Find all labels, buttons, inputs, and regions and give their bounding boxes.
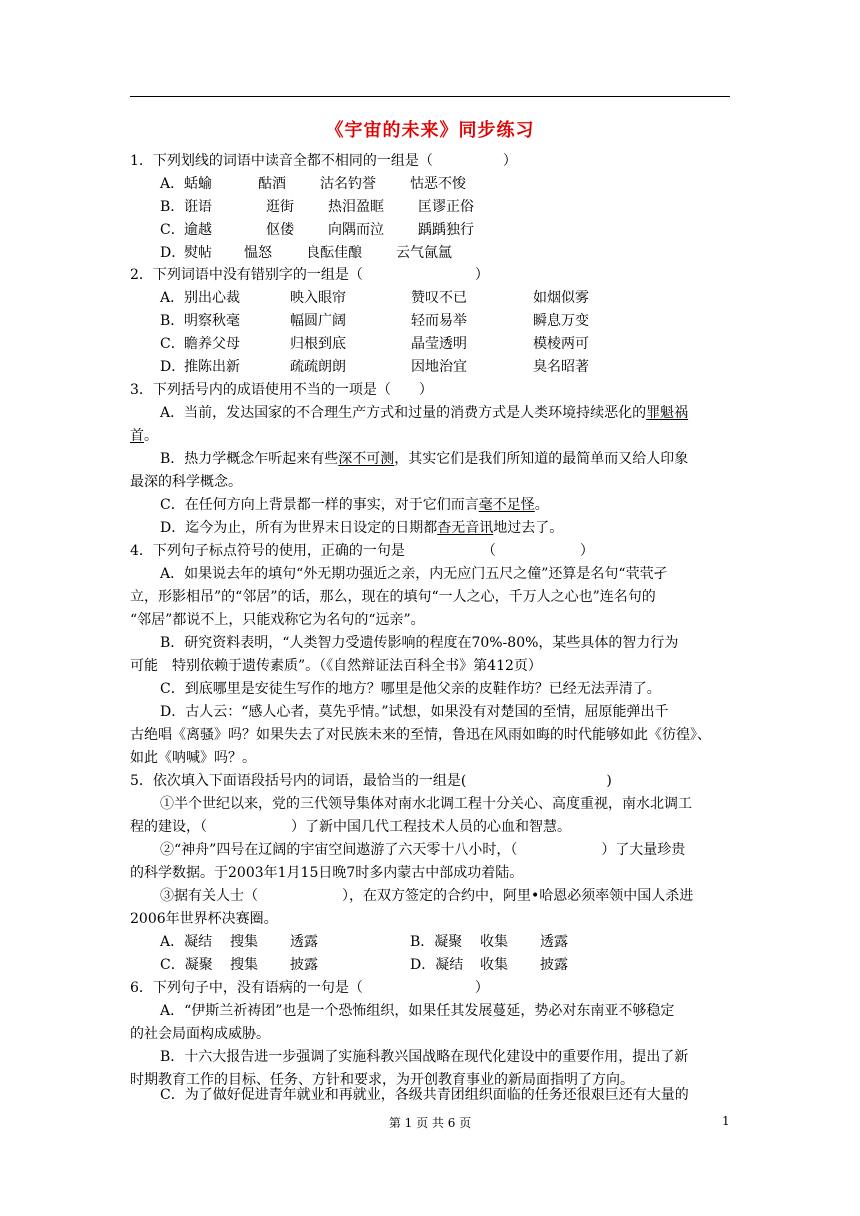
- q2-c-word1: 瞻养父母: [184, 336, 240, 352]
- q3-stem: 3．下列括号内的成语使用不当的一项是（ ）: [130, 382, 433, 398]
- header-rule: [130, 96, 730, 97]
- q4-option-d-line3: 如此《呐喊》吗？。: [130, 750, 256, 766]
- q5-stem: 5．依次填入下面语段括号内的词语，最恰当的一组是( ): [130, 773, 612, 789]
- q2-d-word3: 因地治宜: [411, 359, 467, 375]
- q5-option-c-w3: 披露: [290, 957, 318, 973]
- q6-option-c-line1: C．为了做好促进青年就业和再就业，各级共青团组织面临的任务还很艰巨还有大量的: [160, 1087, 689, 1103]
- q1-a-word4: 怙恶不悛: [410, 176, 466, 192]
- q5-option-d-w3: 披露: [540, 957, 568, 973]
- q1-c-word4: 踽踽独行: [418, 222, 474, 238]
- q5-para2-line2: 的科学数据。于2003年1月15日晚7时多内蒙古中部成功着陆。: [130, 865, 524, 881]
- q4-option-d-line2: 古绝唱《离骚》吗？如果失去了对民族未来的至情，鲁迅在风雨如晦的时代能够如此《彷徨》、: [130, 727, 711, 743]
- q2-stem: 2．下列词语中没有错别字的一组是（ ）: [130, 267, 489, 283]
- q5-para3-line2: 2006年世界杯决赛圈。: [130, 911, 278, 927]
- q4-option-b-line2: 可能 特别依赖于遗传素质”。（《自然辩证法百科全书》第412页）: [130, 658, 542, 674]
- page-number: 1: [722, 1114, 730, 1128]
- q1-d-word4: 云气氤氲: [396, 245, 452, 261]
- q2-d-word1: 推陈出新: [184, 359, 240, 375]
- q1-a-word3: 沽名钓誉: [320, 176, 376, 192]
- q5-option-c-w1: C．凝聚: [160, 957, 213, 973]
- q2-a-word3: 赞叹不已: [411, 290, 467, 306]
- q5-option-b-w1: B．凝聚: [410, 934, 463, 950]
- q5-option-a-w1: A．凝结: [160, 934, 213, 950]
- q1-b-word4: 匡谬正俗: [418, 199, 474, 215]
- q4-option-c: C．到底哪里是安徒生写作的地方？哪里是他父亲的皮鞋作坊？已经无法弄清了。: [160, 681, 661, 697]
- q1-a-letter: A．: [160, 176, 185, 192]
- q2-a-word1: 别出心裁: [184, 290, 240, 306]
- q2-c-letter: C．: [160, 336, 185, 352]
- page-footer: 第 1 页 共 6 页: [388, 1116, 472, 1130]
- q5-para3-line1: ③据有关人士（ ），在双方签定的合约中，阿里•哈恩必须率领中国人杀进: [160, 888, 694, 904]
- q1-c-word1: 逾越: [184, 222, 212, 238]
- q3-option-d: D．迄今为止，所有为世界末日设定的日期都杳无音讯地过去了。: [160, 520, 564, 536]
- q1-stem: 1．下列划线的词语中读音全都不相同的一组是（ ）: [130, 153, 517, 169]
- q3-option-b-cont: 最深的科学概念。: [130, 474, 242, 490]
- q2-d-letter: D．: [160, 359, 186, 375]
- q4-option-d-line1: D．古人云：“感人心者，莫先乎情。”试想，如果没有对楚国的至情，屈原能弹出千: [160, 704, 669, 720]
- q1-c-word3: 向隅而泣: [328, 222, 384, 238]
- q1-b-word2: 逛街: [266, 199, 294, 215]
- q4-option-a-line1: A．如果说去年的填句“外无期功强近之亲，内无应门五尺之僮”还算是名句“茕茕孑: [160, 566, 668, 582]
- q3-option-a: A．当前，发达国家的不合理生产方式和过量的消费方式是人类环境持续恶化的罪魁祸: [160, 405, 689, 421]
- q5-para2-line1: ②“神舟”四号在辽阔的宇宙空间遨游了六天零十八小时，（ ）了大量珍贵: [160, 842, 686, 858]
- q1-d-word1: 熨帖: [184, 245, 212, 261]
- q3-option-b: B．热力学概念乍听起来有些深不可测，其实它们是我们所知道的最简单而又给人印象: [160, 451, 689, 467]
- q5-para1-line2: 程的建设，（ ）了新中国几代工程技术人员的心血和智慧。: [130, 819, 571, 835]
- q2-d-word4: 臭名昭著: [533, 359, 589, 375]
- q1-d-letter: D．: [160, 245, 186, 261]
- q6-option-a-line1: A．“伊斯兰祈祷团”也是一个恐怖组织，如果任其发展蔓延，势必对东南亚不够稳定: [160, 1003, 675, 1019]
- q3-option-a-cont: 首。: [130, 428, 158, 444]
- q2-b-word1: 明察秋毫: [184, 313, 240, 329]
- q2-b-letter: B．: [160, 313, 185, 329]
- q4-stem: 4．下列句子标点符号的使用，正确的一句是 （ ）: [130, 543, 594, 559]
- page-title: 《宇宙的未来》同步练习: [325, 120, 535, 141]
- q2-a-word2: 映入眼帘: [290, 290, 346, 306]
- q2-b-word4: 瞬息万变: [533, 313, 589, 329]
- q3-option-c: C．在任何方向上背景都一样的事实，对于它们而言毫不足怪。: [160, 497, 549, 513]
- q1-b-word3: 热泪盈眶: [328, 199, 384, 215]
- q1-b-word1: 诳语: [184, 199, 212, 215]
- q1-d-word2: 愠怒: [244, 245, 272, 261]
- q2-a-word4: 如烟似雾: [533, 290, 589, 306]
- q4-option-a-line3: “邻居”都说不上，只能戏称它为名句的“远亲”。: [130, 612, 425, 628]
- q6-stem: 6．下列句子中，没有语病的一句是（ ）: [130, 980, 489, 996]
- q4-option-b-line1: B．研究资料表明，“人类智力受遗传影响的程度在70%-80%，某些具体的智力行为: [160, 635, 679, 651]
- q4-option-a-line2: 立，形影相吊”的“邻居”的话，那么，现在的填句“一人之心，千万人之心也”连名句的: [130, 589, 656, 605]
- q1-d-word3: 良酝佳酿: [306, 245, 362, 261]
- q1-c-letter: C．: [160, 222, 185, 238]
- q2-b-word3: 轻而易举: [411, 313, 467, 329]
- q6-option-b-line1: B．十六大报告进一步强调了实施科教兴国战略在现代化建设中的重要作用，提出了新: [160, 1049, 689, 1065]
- q5-option-d-w1: D．凝结: [410, 957, 464, 973]
- q2-d-word2: 疏疏朗朗: [290, 359, 346, 375]
- q5-para1-line1: ①半个世纪以来，党的三代领导集体对南水北调工程十分关心、高度重视，南水北调工: [160, 796, 692, 812]
- q6-option-a-line2: 的社会局面构成威胁。: [130, 1026, 270, 1042]
- q1-a-word1: 蛞蝓: [184, 176, 212, 192]
- q5-option-c-w2: 搜集: [230, 957, 258, 973]
- q5-option-d-w2: 收集: [480, 957, 508, 973]
- q5-option-b-w3: 透露: [540, 934, 568, 950]
- q1-c-word2: 伛偻: [266, 222, 294, 238]
- q1-a-word2: 酤酒: [258, 176, 286, 192]
- q2-c-word4: 模棱两可: [533, 336, 589, 352]
- q2-c-word3: 晶莹透明: [411, 336, 467, 352]
- q2-b-word2: 幅圆广阔: [290, 313, 346, 329]
- q5-option-b-w2: 收集: [480, 934, 508, 950]
- q1-b-letter: B．: [160, 199, 185, 215]
- q2-a-letter: A．: [160, 290, 185, 306]
- q6-option-b-line2: 时期教育工作的目标、任务、方针和要求，为开创教育事业的新局面指明了方向。: [130, 1072, 634, 1088]
- q5-option-a-w2: 搜集: [230, 934, 258, 950]
- q2-c-word2: 归根到底: [290, 336, 346, 352]
- q5-option-a-w3: 透露: [290, 934, 318, 950]
